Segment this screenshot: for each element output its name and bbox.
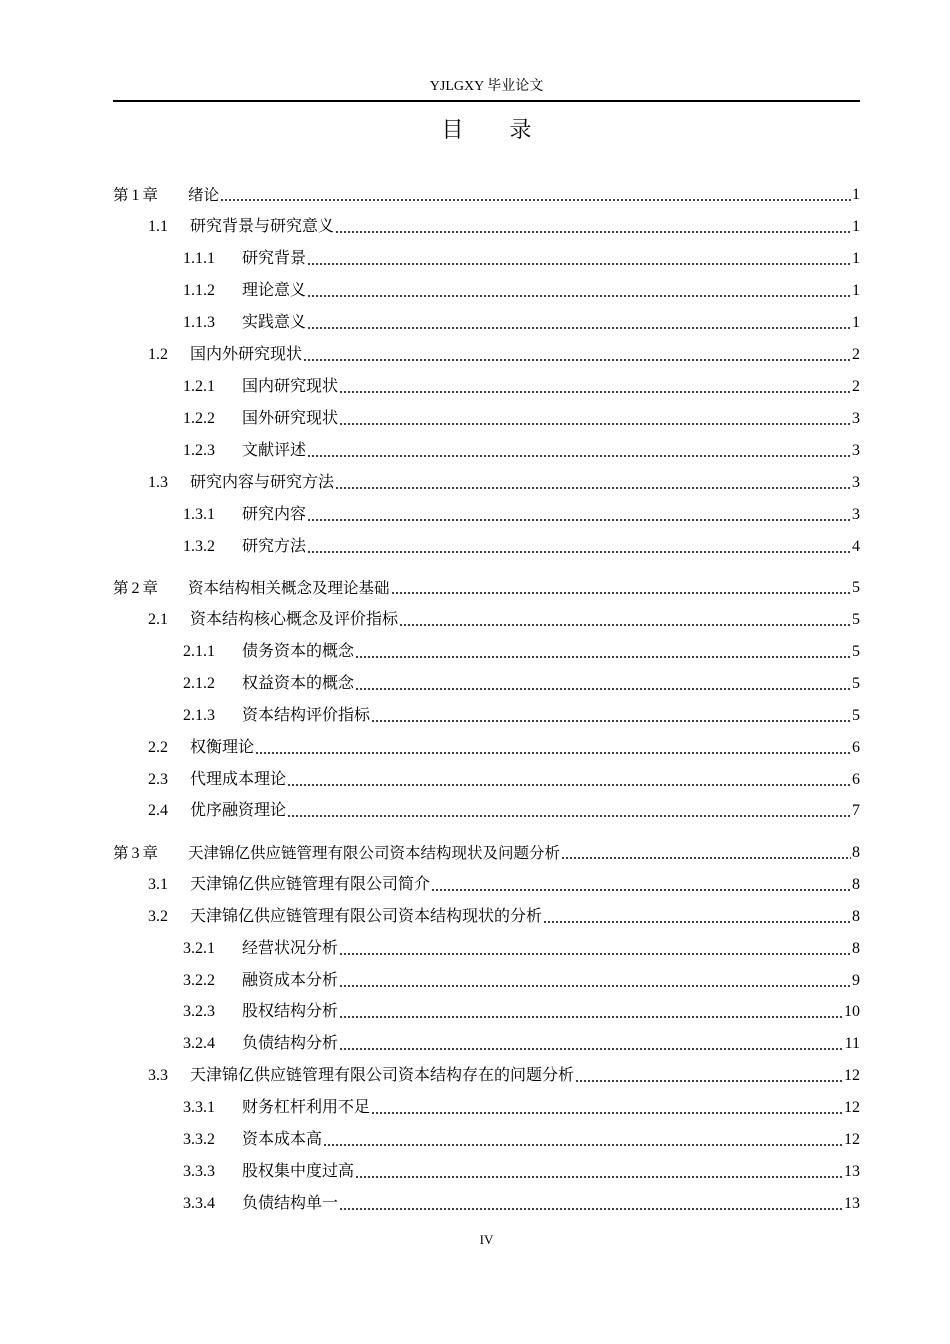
dot-leader [339,1207,843,1211]
toc-entry-number: 2.3 [148,771,168,788]
toc-entry-page: 12 [844,1067,860,1084]
toc-entry-label: 负债结构分析 [242,1035,339,1052]
toc-entry-number: 3.1 [148,876,168,893]
toc-entry-label: 债务资本的概念 [242,643,355,660]
dot-leader [303,358,851,362]
toc-subsection-entry[interactable] [183,312,860,334]
dot-leader [371,719,851,723]
toc-entry-number: 1.2.1 [183,378,215,395]
toc-subsection-entry[interactable] [183,673,860,695]
header-rule [113,100,860,102]
dot-leader [287,814,851,818]
toc-subsection-entry[interactable] [183,376,860,398]
toc-entry-number: 3.2.2 [183,972,215,989]
toc-entry-number: 2.4 [148,802,168,819]
toc-subsection-entry[interactable] [183,938,860,960]
toc-section-entry[interactable] [148,472,860,494]
dot-leader [323,1143,843,1147]
dot-leader [335,230,851,234]
toc-entry-page: 5 [852,675,860,692]
toc-chapter-entry[interactable] [113,842,860,864]
toc-entry-number: 1.1.3 [183,314,215,331]
toc-subsection-entry[interactable] [183,280,860,302]
dot-leader [307,550,851,554]
dot-leader [431,888,851,892]
toc-entry-label: 资本成本高 [242,1131,323,1148]
toc-entry-page: 12 [844,1131,860,1148]
toc-entry-number: 2.1.1 [183,643,215,660]
dot-leader [307,518,851,522]
toc-entry-number: 3.3 [148,1067,168,1084]
dot-leader [355,687,851,691]
toc-entry-label: 权衡理论 [190,739,255,756]
toc-subsection-entry[interactable] [183,1161,860,1183]
dot-leader [339,390,851,394]
toc-subsection-entry[interactable] [183,504,860,526]
toc-subsection-entry[interactable] [183,248,860,270]
toc-entry-page: 5 [852,707,860,724]
dot-leader [355,655,851,659]
toc-entry-label: 绪论 [188,186,220,204]
dot-leader [255,751,851,755]
toc-entry-page: 10 [844,1003,860,1020]
toc-entry-number [113,842,188,865]
toc-entry-page: 1 [852,218,860,235]
toc-entry-page: 5 [852,579,860,596]
toc-entry-label: 研究内容与研究方法 [190,474,335,491]
toc-entry-number: 3.2 [148,908,168,925]
toc-section-entry[interactable] [148,609,860,631]
toc-entry-label: 股权结构分析 [242,1003,339,1020]
toc-title-left: 目 [441,118,464,143]
toc-entry-page: 3 [852,474,860,491]
dot-leader [391,591,851,595]
dot-leader [220,198,851,202]
chapter-prefix: 第 [113,843,129,862]
toc-section-entry[interactable] [148,737,860,759]
toc-entry-page: 5 [852,611,860,628]
dot-leader [561,856,851,860]
toc-section-entry[interactable] [148,344,860,366]
toc-entry-label: 优序融资理论 [190,802,287,819]
toc-entry-page: 2 [852,346,860,363]
dot-leader [371,1111,843,1115]
toc-entry-page: 1 [852,250,860,267]
toc-entry-label: 研究背景与研究意义 [190,218,335,235]
dot-leader [575,1079,843,1083]
toc-subsection-entry[interactable] [183,641,860,663]
toc-entry-number: 3.3.1 [183,1099,215,1116]
toc-section-entry[interactable] [148,216,860,238]
chapter-number: 1 [131,186,140,204]
chapter-number: 3 [131,844,140,862]
toc-entry-page: 5 [852,643,860,660]
chapter-number: 2 [131,579,140,597]
toc-entry-label: 资本结构相关概念及理论基础 [188,579,390,597]
toc-entry-label: 资本结构评价指标 [242,707,371,724]
toc-section-entry[interactable] [148,874,860,896]
toc-entry-label: 融资成本分析 [242,972,339,989]
toc-entry-page: 11 [844,1035,860,1052]
toc-entry-page: 1 [852,186,860,203]
dot-leader [307,326,851,330]
toc-entry-number: 3.3.2 [183,1131,215,1148]
toc-entry-number: 1.2.2 [183,410,215,427]
toc-entry-number [113,184,188,207]
toc-entry-number: 2.1.2 [183,675,215,692]
toc-entry-page: 6 [852,739,860,756]
toc-entry-number: 1.2.3 [183,442,215,459]
dot-leader [335,486,851,490]
toc-entry-label: 国内外研究现状 [190,346,303,363]
dot-leader [339,984,851,988]
chapter-suffix: 章 [142,843,159,862]
toc-chapter-entry[interactable] [113,577,860,599]
toc-entry-number: 3.2.1 [183,940,215,957]
toc-entry-label: 财务杠杆利用不足 [242,1099,371,1116]
toc-entry-page: 12 [844,1099,860,1116]
dot-leader [339,1047,844,1051]
toc-entry-page: 13 [844,1195,860,1212]
toc-entry-label: 天津锦亿供应链管理有限公司资本结构现状及问题分析 [188,844,561,862]
chapter-suffix: 章 [142,578,159,597]
dot-leader [339,952,851,956]
toc-subsection-entry[interactable] [183,1193,860,1215]
toc-entry-number: 3.3.4 [183,1195,215,1212]
toc-entry-label: 天津锦亿供应链管理有限公司资本结构现状的分析 [190,908,543,925]
toc-entry-number: 1.1.1 [183,250,215,267]
toc-entry-label: 经营状况分析 [242,940,339,957]
toc-entry-label: 研究内容 [242,506,307,523]
toc-subsection-entry[interactable] [183,440,860,462]
dot-leader [355,1175,843,1179]
chapter-suffix: 章 [142,185,159,204]
toc-entry-label: 权益资本的概念 [242,675,355,692]
toc-entry-label: 文献评述 [242,442,307,459]
toc-entry-page: 1 [852,314,860,331]
toc-entry-label: 理论意义 [242,282,307,299]
toc-entry-number: 1.3 [148,474,168,491]
toc-entry-page: 2 [852,378,860,395]
dot-leader [307,262,851,266]
toc-entry-number: 3.2.3 [183,1003,215,1020]
toc-entry-page: 1 [852,282,860,299]
toc-title [113,116,860,146]
running-header: YJLGXY 毕业论文 [429,79,544,94]
toc-entry-page: 7 [852,802,860,819]
toc-subsection-entry[interactable] [183,1001,860,1023]
toc-entry-number: 3.2.4 [183,1035,215,1052]
toc-entry-number [113,577,188,600]
toc-chapter-entry[interactable] [113,184,860,206]
toc-subsection-entry[interactable] [183,705,860,727]
toc-entry-number: 1.1 [148,218,168,235]
toc-section-entry[interactable] [148,906,860,928]
toc-entry-number: 2.1 [148,611,168,628]
toc-entry-number: 2.1.3 [183,707,215,724]
toc-entry-page: 6 [852,771,860,788]
toc-title-right: 录 [509,118,532,143]
toc-subsection-entry[interactable] [183,1129,860,1151]
toc-entry-label: 研究方法 [242,538,307,555]
dot-leader [339,422,851,426]
toc-subsection-entry[interactable] [183,1097,860,1119]
dot-leader [543,920,851,924]
toc-entry-label: 研究背景 [242,250,307,267]
toc-entry-label: 国内研究现状 [242,378,339,395]
toc-subsection-entry[interactable] [183,970,860,992]
toc-entry-label: 资本结构核心概念及评价指标 [190,611,399,628]
toc-entry-number: 3.3.3 [183,1163,215,1180]
toc-entry-page: 8 [852,940,860,957]
toc-entry-label: 天津锦亿供应链管理有限公司资本结构存在的问题分析 [190,1067,575,1084]
toc-entry-label: 股权集中度过高 [242,1163,355,1180]
toc-entry-page: 3 [852,442,860,459]
toc-subsection-entry[interactable] [183,536,860,558]
toc-section-entry[interactable] [148,800,860,822]
toc-entry-number: 1.2 [148,346,168,363]
toc-entry-number: 2.2 [148,739,168,756]
toc-entry-page: 3 [852,506,860,523]
toc-entry-page: 8 [852,876,860,893]
dot-leader [287,783,851,787]
toc-entry-page: 8 [852,908,860,925]
toc-entry-label: 代理成本理论 [190,771,287,788]
toc-section-entry[interactable] [148,1065,860,1087]
toc-entry-label: 天津锦亿供应链管理有限公司简介 [190,876,431,893]
toc-section-entry[interactable] [148,769,860,791]
chapter-prefix: 第 [113,185,129,204]
page-number: IV [479,1232,494,1247]
toc-entry-page: 8 [852,844,860,861]
toc-entry-number: 1.1.2 [183,282,215,299]
toc-entry-number: 1.3.1 [183,506,215,523]
toc-entry-label: 负债结构单一 [242,1195,339,1212]
toc-entry-page: 9 [852,972,860,989]
toc-entry-label: 实践意义 [242,314,307,331]
dot-leader [307,294,851,298]
toc-subsection-entry[interactable] [183,1033,860,1055]
dot-leader [399,623,851,627]
toc-entry-page: 3 [852,410,860,427]
toc-entry-page: 4 [852,538,860,555]
dot-leader [307,454,851,458]
toc-entry-page: 13 [844,1163,860,1180]
toc-entry-label: 国外研究现状 [242,410,339,427]
toc-entry-number: 1.3.2 [183,538,215,555]
toc-subsection-entry[interactable] [183,408,860,430]
dot-leader [339,1015,843,1019]
chapter-prefix: 第 [113,578,129,597]
